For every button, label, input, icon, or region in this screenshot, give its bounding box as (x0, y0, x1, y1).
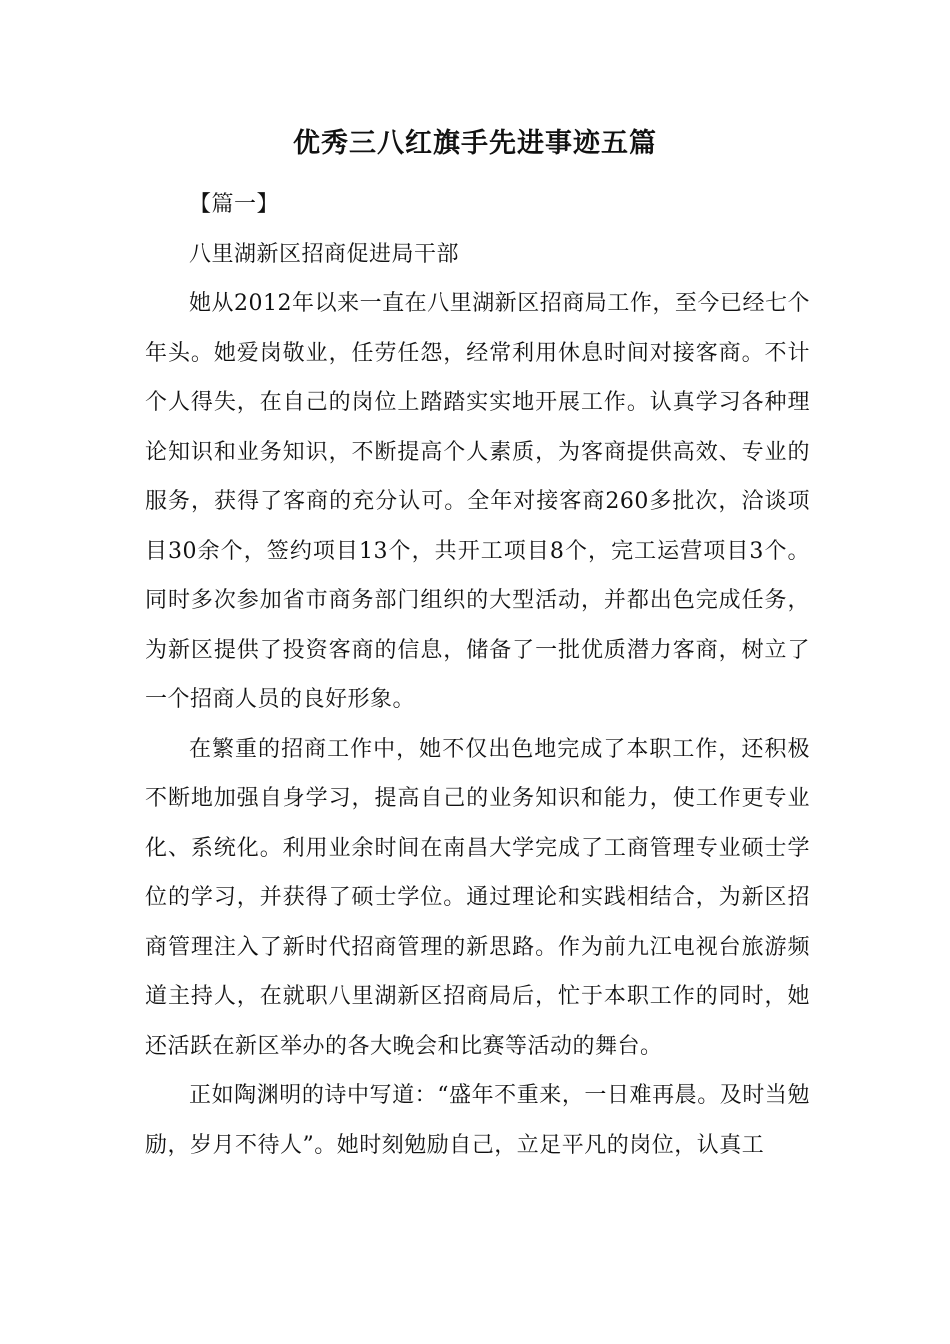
subject-line: 八里湖新区招商促进局干部 (189, 241, 460, 267)
paragraph: 在繁重的招商工作中，她不仅出色地完成了本职工作，还积极不断地加强自身学习，提高自己的业务知识和能力，使工作更专业化、系统化。利用业余时间在南昌大学完成了工商管理专业硕士学位的学习，并获得了硕士学位。通过理论和实践相结合，为新区招商管理注入了新时代招商管理的新思路。作为前九江电视台旅游频道主持人，在就职八里湖新区招商局后，忙于本职工作的同时，她还活跃在新区举办的各大晚会和比赛等活动的舞台。 (145, 736, 810, 1059)
document-title: 优秀三八红旗手先进事迹五篇 (293, 128, 657, 159)
document-body (145, 180, 810, 1170)
section-heading: 【篇一】 (189, 192, 280, 217)
paragraph: 正如陶渊明的诗中写道：“盛年不重来，一日难再晨。及时当勉励，岁月不待人”。她时刻勉励自己，立足平凡的岗位，认真工 (145, 1083, 810, 1158)
paragraph: 她从2012年以来一直在八里湖新区招商局工作，至今已经七个年头。她爱岗敬业，任劳任怨，经常利用休息时间对接客商。不计个人得失，在自己的岗位上踏踏实实地开展工作。认真学习各种理论知识和业务知识，不断提高个人素质，为客商提供高效、专业的服务，获得了客商的充分认可。全年对接客商260多批次，洽谈项目30余个，签约项目13个，共开工项目8个，完工运营项目3个。同时多次参加省市商务部门组织的大型活动，并都出色完成任务，为新区提供了投资客商的信息，储备了一批优质潜力客商，树立了一个招商人员的良好形象。 (145, 291, 810, 712)
